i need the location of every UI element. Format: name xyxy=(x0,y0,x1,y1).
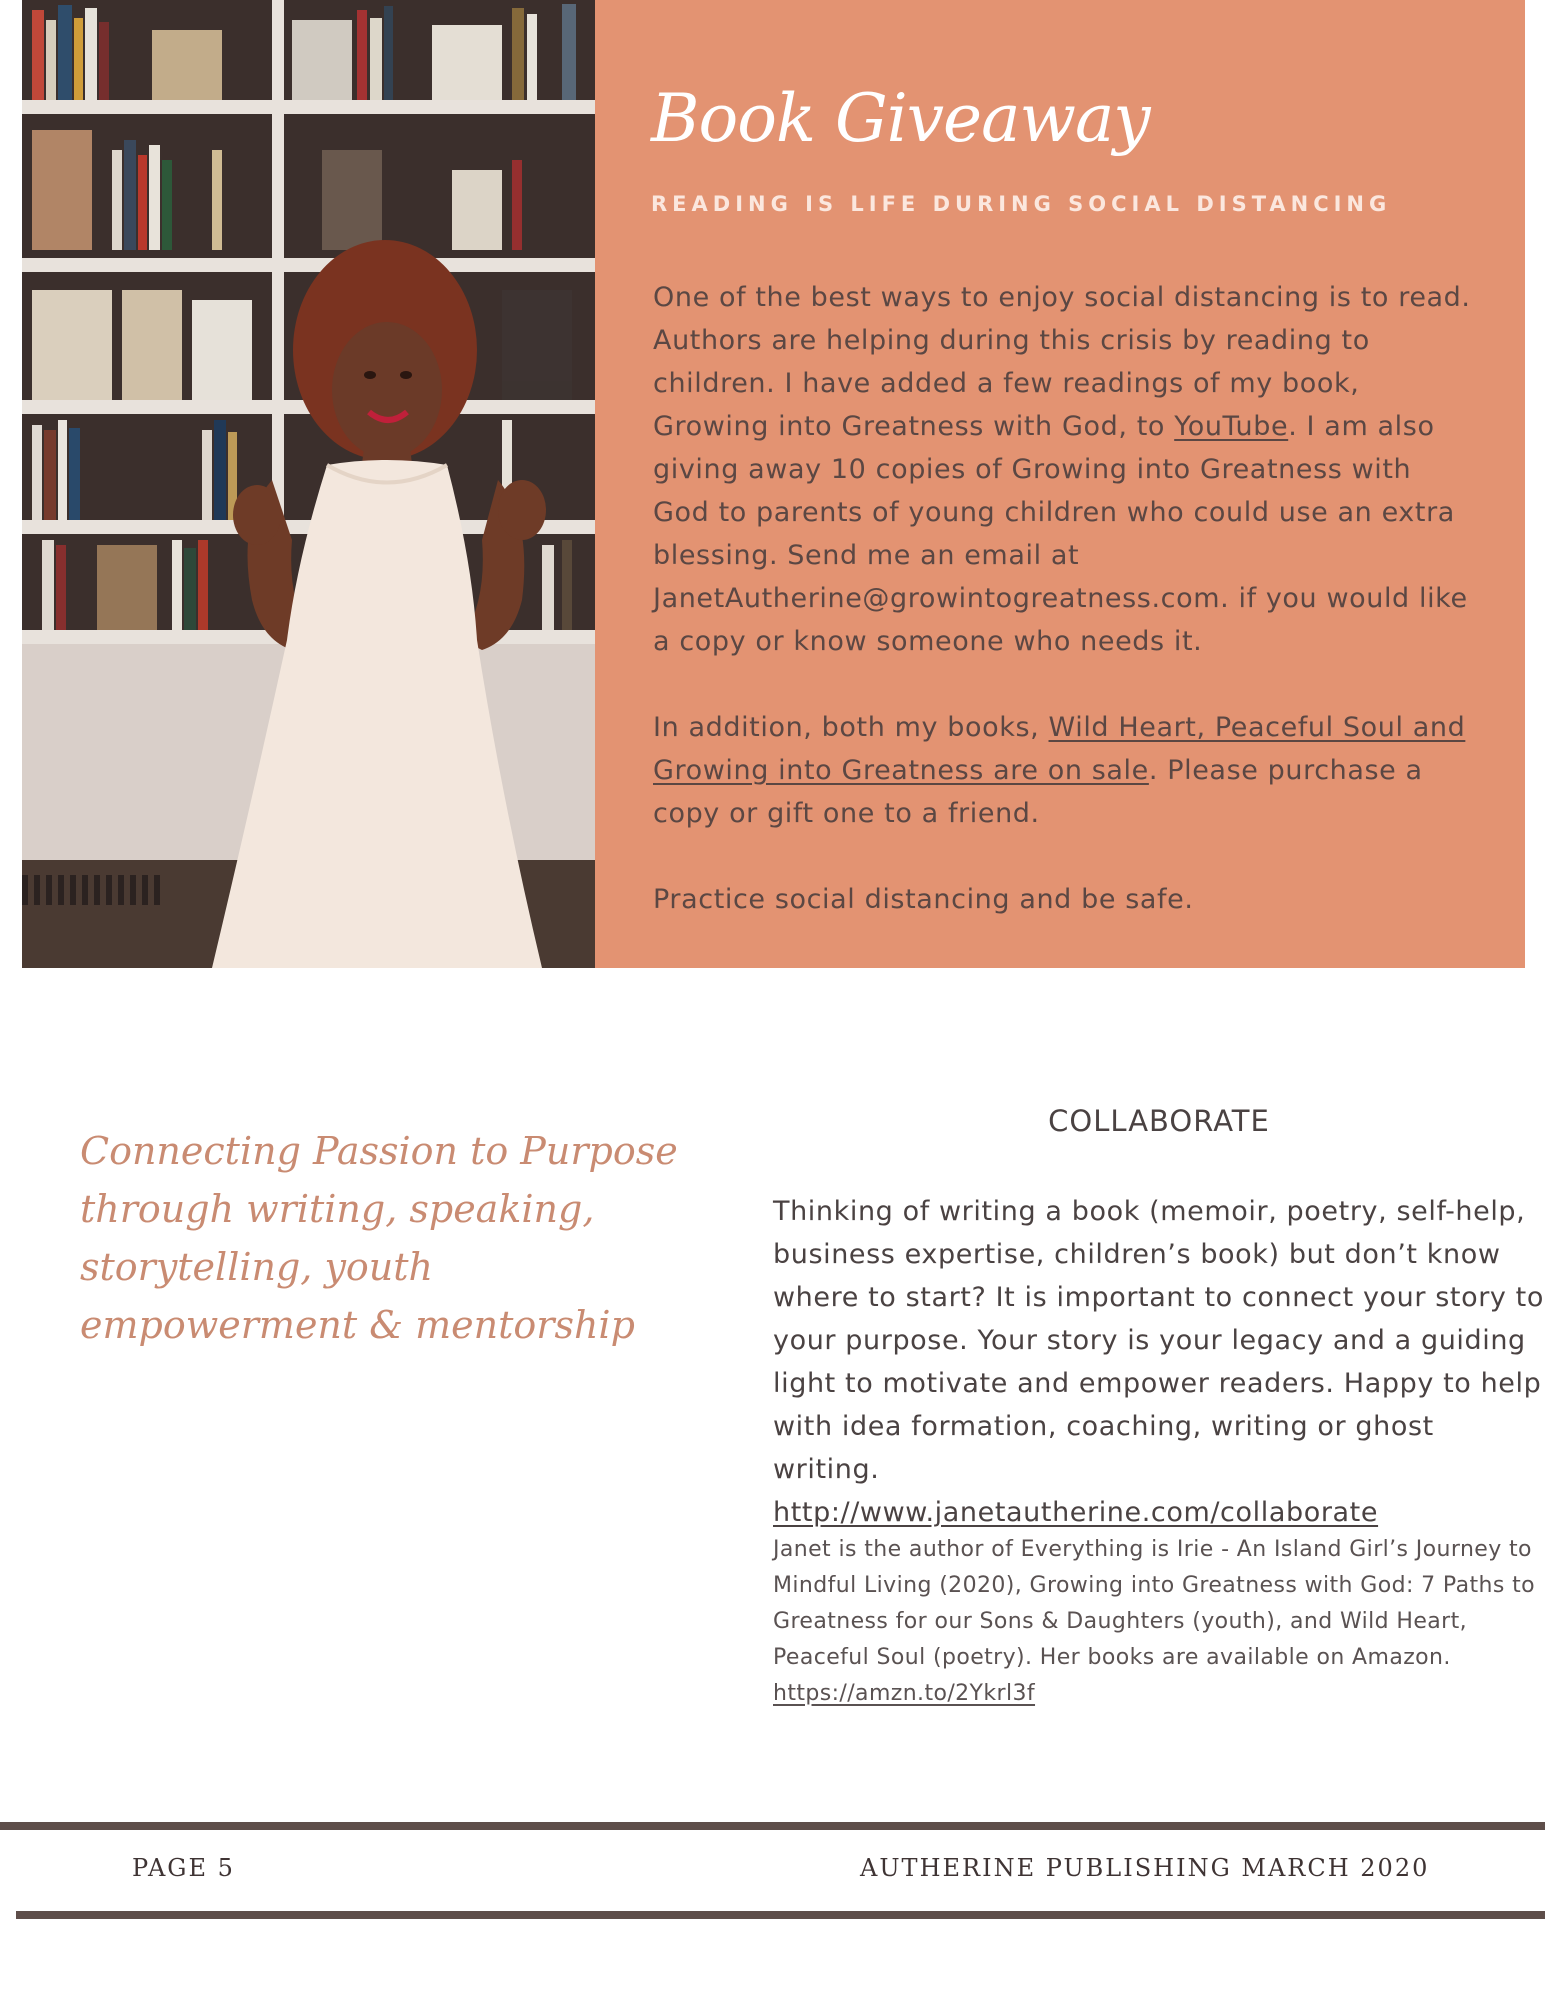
amazon-link[interactable]: https://amzn.to/2Ykrl3f xyxy=(773,1681,1036,1706)
collaborate-heading: COLLABORATE xyxy=(1048,1104,1270,1138)
collaborate-section xyxy=(773,1190,1545,1534)
giveaway-paragraph-1 xyxy=(653,276,1473,663)
giveaway-paragraph-2 xyxy=(653,706,1473,835)
publisher-line: AUTHERINE PUBLISHING MARCH 2020 xyxy=(860,1854,1430,1882)
youtube-link[interactable]: YouTube xyxy=(1174,411,1289,442)
author-photo xyxy=(22,0,595,968)
footer-rule-top xyxy=(0,1822,1545,1830)
collaborate-body: Thinking of writing a book (memoir, poetry, self-help, business expertise, children’s book) but don’t know where to start? It is important to connect your story to your purpose. Your story is your legacy and a guiding light to motivate and empower readers. Happy to help with idea formation, coaching, writing or ghost writing. xyxy=(773,1196,1544,1485)
giveaway-title: Book Giveaway xyxy=(651,80,1150,157)
bio-text: Janet is the author of Everything is Irie - An Island Girl’s Journey to Mindful Living (2020), Growing into Greatness with God: 7 Paths to Greatness for our Sons & Daughters (youth), and Wild Heart, Peaceful Soul (poetry). Her books are available on Amazon. xyxy=(773,1537,1536,1670)
giveaway-body xyxy=(653,276,1473,964)
giveaway-p2-text-end: . Please purchase a copy or gift one to a friend. xyxy=(653,755,1423,829)
page-number: PAGE 5 xyxy=(132,1854,235,1882)
giveaway-subtitle: READING IS LIFE DURING SOCIAL DISTANCING xyxy=(651,192,1392,216)
tagline: Connecting Passion to Purpose through writing, speaking, storytelling, youth empowerment & mentorship xyxy=(80,1129,678,1347)
giveaway-p1-text-end: . I am also giving away 10 copies of Growing into Greatness with God to parents of young children who could use an extra blessing. Send me an email at JanetAutherine@growintogreatness.com. if you would like a copy or know someone who needs it. xyxy=(653,411,1468,657)
collaborate-link[interactable]: http://www.janetautherine.com/collaborate xyxy=(773,1497,1379,1528)
giveaway-paragraph-3: Practice social distancing and be safe. xyxy=(653,884,1194,915)
giveaway-p2-text: In addition, both my books, xyxy=(653,712,1049,743)
bookstore-photo-icon xyxy=(22,0,595,968)
giveaway-p1-text: One of the best ways to enjoy social distancing is to read. Authors are helping during this crisis by reading to children. I have added a few readings of my book, Growing into Greatness with God, to xyxy=(653,282,1471,442)
giveaway-panel xyxy=(595,0,1525,968)
books-sale-link[interactable]: Wild Heart, Peaceful Soul and Growing into Greatness are on sale xyxy=(653,712,1466,786)
footer-rule-bottom xyxy=(16,1911,1545,1919)
author-bio xyxy=(773,1532,1545,1712)
